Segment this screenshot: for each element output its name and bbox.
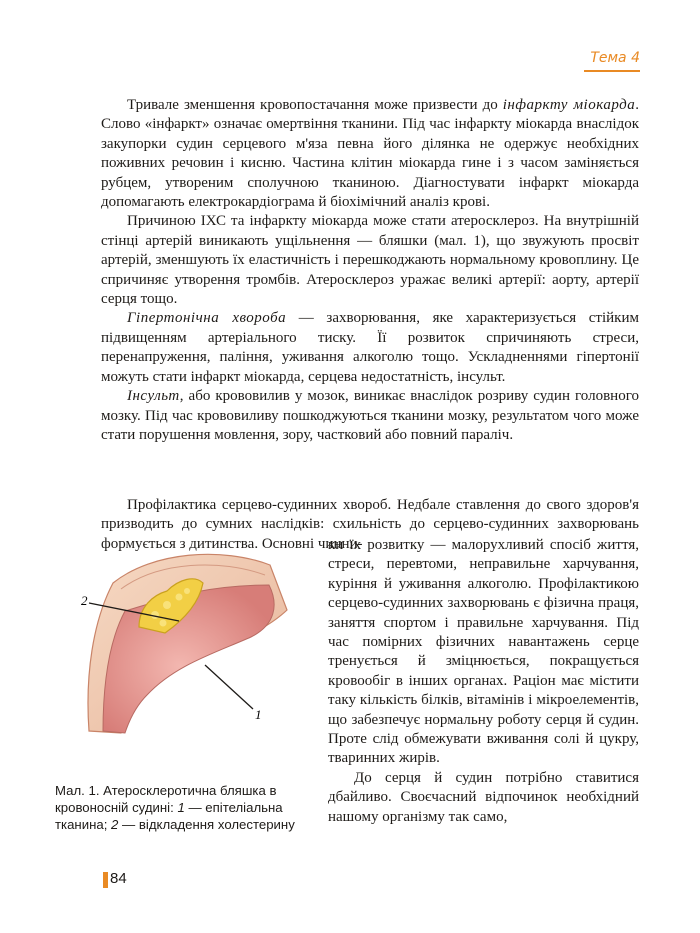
plaque-globule	[160, 620, 167, 627]
paragraph-infarct: Тривале зменшення кровопостачання може призвести до інфаркту міокарда. Слово «інфаркт» означає омертвіння тканини. Під час інфаркту міокарда внаслідок закупорки судин серцевого м'яза певна його ділянка не одержує необхідних поживних речовин і кисню. Частина клітин міокарда гине і з часом заміняється рубцем, утвореним сполучною тканиною. Діагностувати інфаркт міокарда допомагають електрокардіограма й біохімічний аналіз крові.	[101, 97, 639, 211]
term-stroke: Інсульт	[127, 388, 180, 405]
prevention-wrap-text	[328, 536, 639, 827]
figure-label-2: 2	[81, 593, 88, 608]
plaque-globule	[184, 588, 190, 594]
figure-caption: Мал. 1. Атеросклеротична бляшка в кровоносній судині: 1 — епітеліальна тканина; 2 — відкладення холестерину	[55, 783, 295, 832]
paragraph-prevention-start: Профілактика серцево-судинних хвороб. Недбале ставлення до свого здоров'я призводить до сумних наслідків: схильність до серцево-судинних захворювань формується з дитинства. Основні чинни-	[101, 497, 639, 552]
header-rule	[584, 70, 640, 72]
paragraph-prevention-continued: ки їх розвитку — малорухливий спосіб життя, стреси, перевтоми, неправильне харчування, куріння й уживання алкоголю. Профілактикою серцево-судинних захворювань є фізична праця, заняття спортом і правильне харчування. Під час помірних фізичних навантажень серце тренується й зміцнюється, покращується кровообіг в інших органах. Раціон має містити таку кількість білків, вітамінів і мікроелементів, що забезпечує нормальну роботу серця й судин. Проте слід обмежувати вживання солі й цукру, тваринних жирів.	[328, 537, 639, 767]
paragraph-hypertension: Гіпертонічна хвороба — захворювання, яке характеризується стійким підвищенням артеріального тиску. Її розвиток спричиняють стреси, перенапруження, паління, уживання алкоголю тощо. Ускладненнями гіпертонії можуть стати інфаркт міокарда, серцева недостатність, інсульт.	[101, 310, 639, 385]
leader-line-1	[205, 665, 253, 709]
term-infarct: інфаркту міокарда	[502, 97, 636, 113]
paragraph-stroke: Інсульт, або крововилив у мозок, виникає внаслідок розриву судин головного мозку. Під час крововиливу пошкоджуються тканини мозку, результатом чого може стати порушення мовлення, зору, частковий або повний параліч.	[101, 388, 639, 443]
figure-artery-illustration	[55, 545, 310, 735]
topic-label: Тема 4	[590, 50, 640, 66]
plaque-globule	[163, 601, 171, 609]
term-hypertension: Гіпертонічна хвороба	[127, 310, 287, 327]
figure-label-1: 1	[255, 707, 262, 722]
page-number-marker	[103, 872, 108, 888]
paragraph-care: До серця й судин потрібно ставитися дбайливо. Своєчасний відпочинок необхідний нашому організму так само,	[328, 769, 639, 825]
main-text	[101, 96, 639, 445]
page-number: 84	[110, 870, 127, 887]
paragraph-atherosclerosis: Причиною ІХС та інфаркту міокарда може стати атеросклероз. На внутрішній стінці артерій виникають ущільнення — бляшки (мал. 1), що звужують просвіт артерій, зменшують їх еластичність і перешкоджають нормальному кровоплину. Це спричиняє утворення тромбів. Атеросклероз уражає великі артерії: аорту, артерії серця тощо.	[101, 213, 639, 308]
plaque-globule	[176, 594, 183, 601]
